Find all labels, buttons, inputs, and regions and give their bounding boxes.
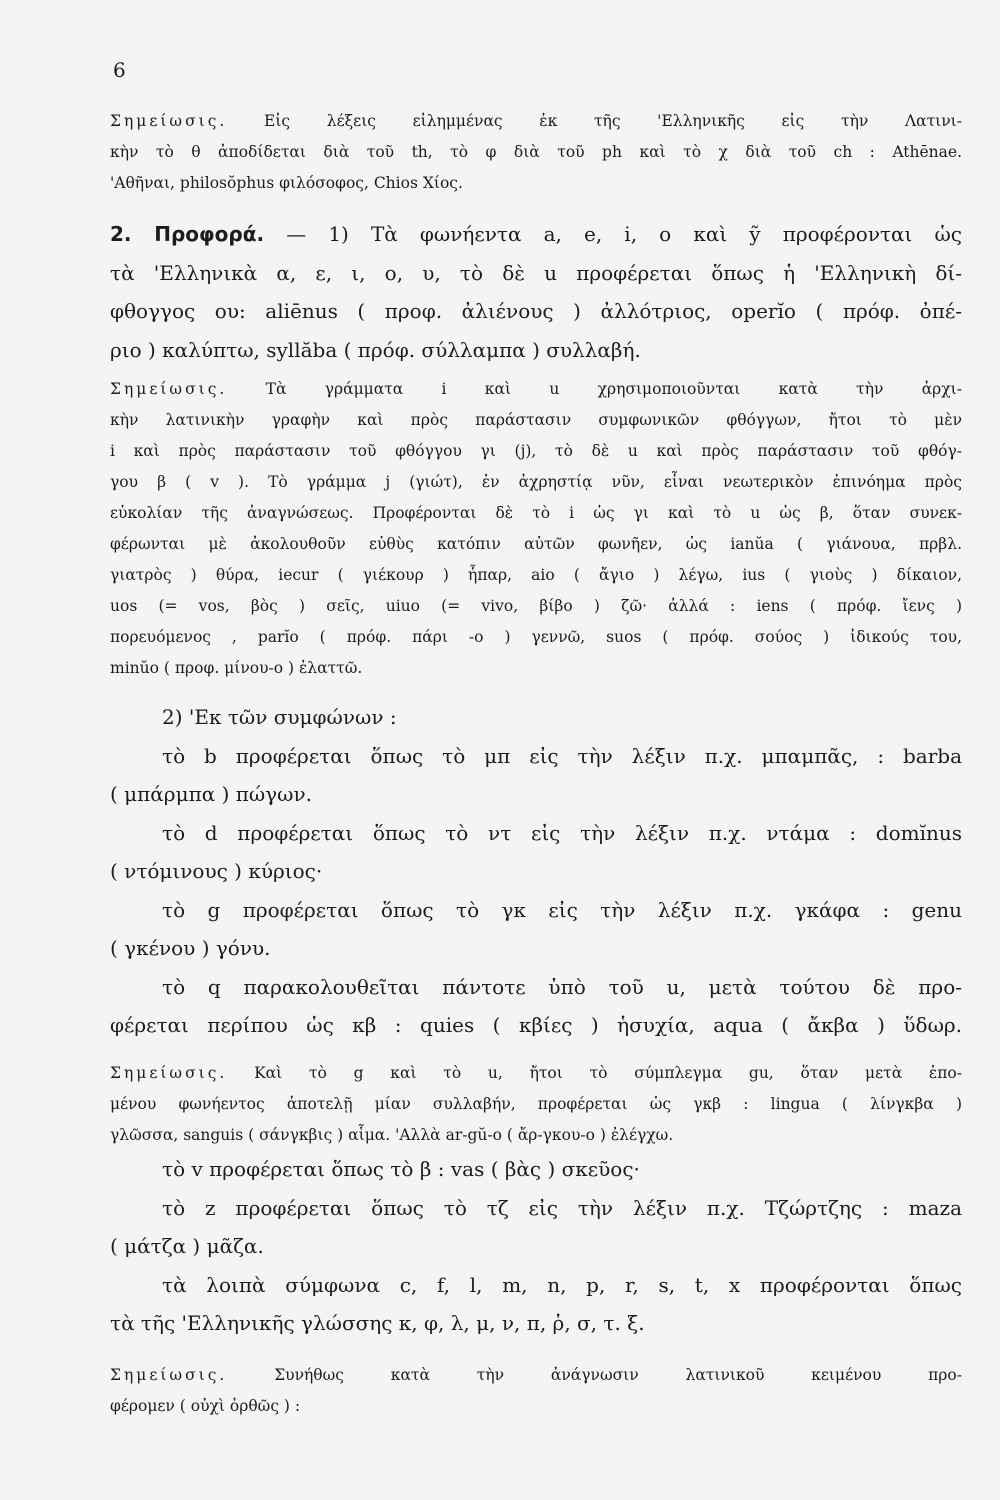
consonant-line: τὸ g προφέρεται ὅπως τὸ γκ εἰς τὴν λέξιν π.χ. γκάφα : genu xyxy=(162,897,962,922)
section-consonants-continued xyxy=(110,1150,962,1343)
section-line: ριο ) καλύπτω, syllăba ( πρόφ. σύλλαμπα ) συλλαβή. xyxy=(110,337,641,362)
note-transliteration xyxy=(110,106,962,199)
note-line: φέρωνται μὲ ἀκολουθοῦν εὐθὺς κατόπιν αὐτῶν φωνῆεν, ὡς ianŭa ( γιάνουα, πρβλ. xyxy=(110,535,962,553)
note-line: μένου φωνήεντος ἀποτελῇ μίαν συλλαβήν, προφέρεται ὡς γκβ : lingua ( λίνγκβα ) xyxy=(110,1095,962,1113)
note-line: κὴν τὸ θ ἀποδίδεται διὰ τοῦ th, τὸ φ διὰ τοῦ ph καὶ τὸ χ διὰ τοῦ ch : Athēnae. xyxy=(110,143,962,161)
section-line: 2. Προφορά. — 1) Τὰ φωνήεντα a, e, i, o καὶ ỹ προφέρονται ὡς xyxy=(110,222,962,246)
note-label: Σημείωσις. xyxy=(110,1064,228,1082)
note-line: i καὶ πρὸς παράστασιν τοῦ φθόγγου γι (j), τὸ δὲ u καὶ πρὸς παράστασιν τοῦ φθόγ- xyxy=(110,442,962,460)
note-gu-cluster xyxy=(110,1058,962,1151)
note-label: Σημείωσις. xyxy=(110,380,228,398)
note-line: φέρομεν ( οὐχὶ ὀρθῶς ) : xyxy=(110,1397,301,1415)
consonant-line: τὸ b προφέρεται ὅπως τὸ μπ εἰς τὴν λέξιν π.χ. μπαμπᾶς, : barba xyxy=(162,743,962,768)
note-line: minŭo ( προφ. μίνου-ο ) ἐλαττῶ. xyxy=(110,659,363,677)
note-line: γιατρὸς ) θύρα, iecur ( γιέκουρ ) ἧπαρ, aio ( ἄγιο ) λέγω, ius ( γιοὺς ) δίκαιον, xyxy=(110,566,962,584)
note-line: uos (= vos, βὸς ) σεῖς, uiuo (= vivo, βίβο ) ζῶ· ἀλλά : iens ( πρόφ. ἴενς ) xyxy=(110,597,962,615)
note-line: κὴν λατινικὴν γραφὴν καὶ πρὸς παράστασιν συμφωνικῶν φθόγγων, ἤτοι τὸ μὲν xyxy=(110,411,962,429)
consonant-line: ( μάτζα ) μᾶζα. xyxy=(110,1234,264,1258)
note-i-u-letters xyxy=(110,374,962,684)
note-line: 'Αθῆναι, philosŏphus φιλόσοφος, Chios Χίος. xyxy=(110,174,463,192)
consonant-line: ( μπάρμπα ) πώγων. xyxy=(110,782,312,806)
note-line: γου β ( v ). Τὸ γράμμα j (γιώτ), ἐν ἀχρηστίᾳ νῦν, εἶναι νεωτερικὸν ἐπινόημα πρὸς xyxy=(110,473,962,491)
note-label: Σημείωσις. xyxy=(110,112,228,130)
consonant-line: ( ντόμινους ) κύριος· xyxy=(110,859,323,883)
consonant-line: ( γκένου ) γόνυ. xyxy=(110,936,271,960)
consonant-line: τὸ z προφέρεται ὅπως τὸ τζ εἰς τὴν λέξιν π.χ. Τζώρτζης : maza xyxy=(162,1195,962,1220)
section-heading: 2. Προφορά. xyxy=(110,222,265,246)
consonant-line: φέρεται περίπου ὡς κβ : quies ( κβίες ) ἡσυχία, aqua ( ἄκβα ) ὕδωρ. xyxy=(110,1013,962,1037)
note-line: Σημείωσις. Συνήθως κατὰ τὴν ἀνάγνωσιν λατινικοῦ κειμένου προ- xyxy=(110,1366,962,1384)
note-label: Σημείωσις. xyxy=(110,1366,228,1384)
note-line: Σημείωσις. Τὰ γράμματα i καὶ u χρησιμοποιοῦνται κατὰ τὴν ἀρχι- xyxy=(110,380,962,398)
section-consonants xyxy=(110,698,962,1045)
consonant-line: τὸ v προφέρεται ὅπως τὸ β : vas ( βὰς ) σκεῦος· xyxy=(162,1157,640,1181)
section-line: φθογγος ου: aliēnus ( προφ. ἀλιένους ) ἀλλότριος, operĭo ( πρόφ. ὀπέ- xyxy=(110,299,962,323)
consonant-line: τὸ q παρακολουθεῖται πάντοτε ὑπὸ τοῦ u, μετὰ τούτου δὲ προ- xyxy=(162,974,962,999)
consonants-intro: 2) 'Εκ τῶν συμφώνων : xyxy=(162,705,397,729)
note-reading-practice xyxy=(110,1360,962,1422)
section-pronunciation xyxy=(110,215,962,369)
section-line: τὰ 'Ελληνικὰ α, ε, ι, ο, υ, τὸ δὲ u προφέρεται ὅπως ἡ 'Ελληνικὴ δί- xyxy=(110,260,962,285)
note-line: πορευόμενος , parĭo ( πρόφ. πάρι -ο ) γεννῶ, suos ( πρόφ. σούος ) ἰδικούς του, xyxy=(110,628,962,646)
note-line: εὐκολίαν τῆς ἀναγνώσεως. Προφέρονται δὲ τὸ i ὡς γι καὶ τὸ u ὡς β, ὅταν συνεκ- xyxy=(110,504,962,522)
consonant-line: τὰ τῆς 'Ελληνικῆς γλώσσης κ, φ, λ, μ, ν, π, ῥ, σ, τ. ξ. xyxy=(110,1311,645,1335)
note-line: γλῶσσα, sanguis ( σάνγκβις ) αἷμα. 'Αλλὰ ar-gŭ-o ( ἄρ-γκου-ο ) ἐλέγχω. xyxy=(110,1126,674,1144)
note-line: Σημείωσις. Εἰς λέξεις εἰλημμένας ἐκ τῆς 'Ελληνικῆς εἰς τὴν Λατινι- xyxy=(110,112,962,130)
consonant-line: τὰ λοιπὰ σύμφωνα c, f, l, m, n, p, r, s, t, x προφέρονται ὅπως xyxy=(162,1272,962,1297)
note-line: Σημείωσις. Καὶ τὸ g καὶ τὸ u, ἤτοι τὸ σύμπλεγμα gu, ὅταν μετὰ ἑπο- xyxy=(110,1064,962,1082)
page-number: 6 xyxy=(113,58,126,82)
consonant-line: τὸ d προφέρεται ὅπως τὸ ντ εἰς τὴν λέξιν π.χ. ντάμα : domĭnus xyxy=(162,820,962,845)
